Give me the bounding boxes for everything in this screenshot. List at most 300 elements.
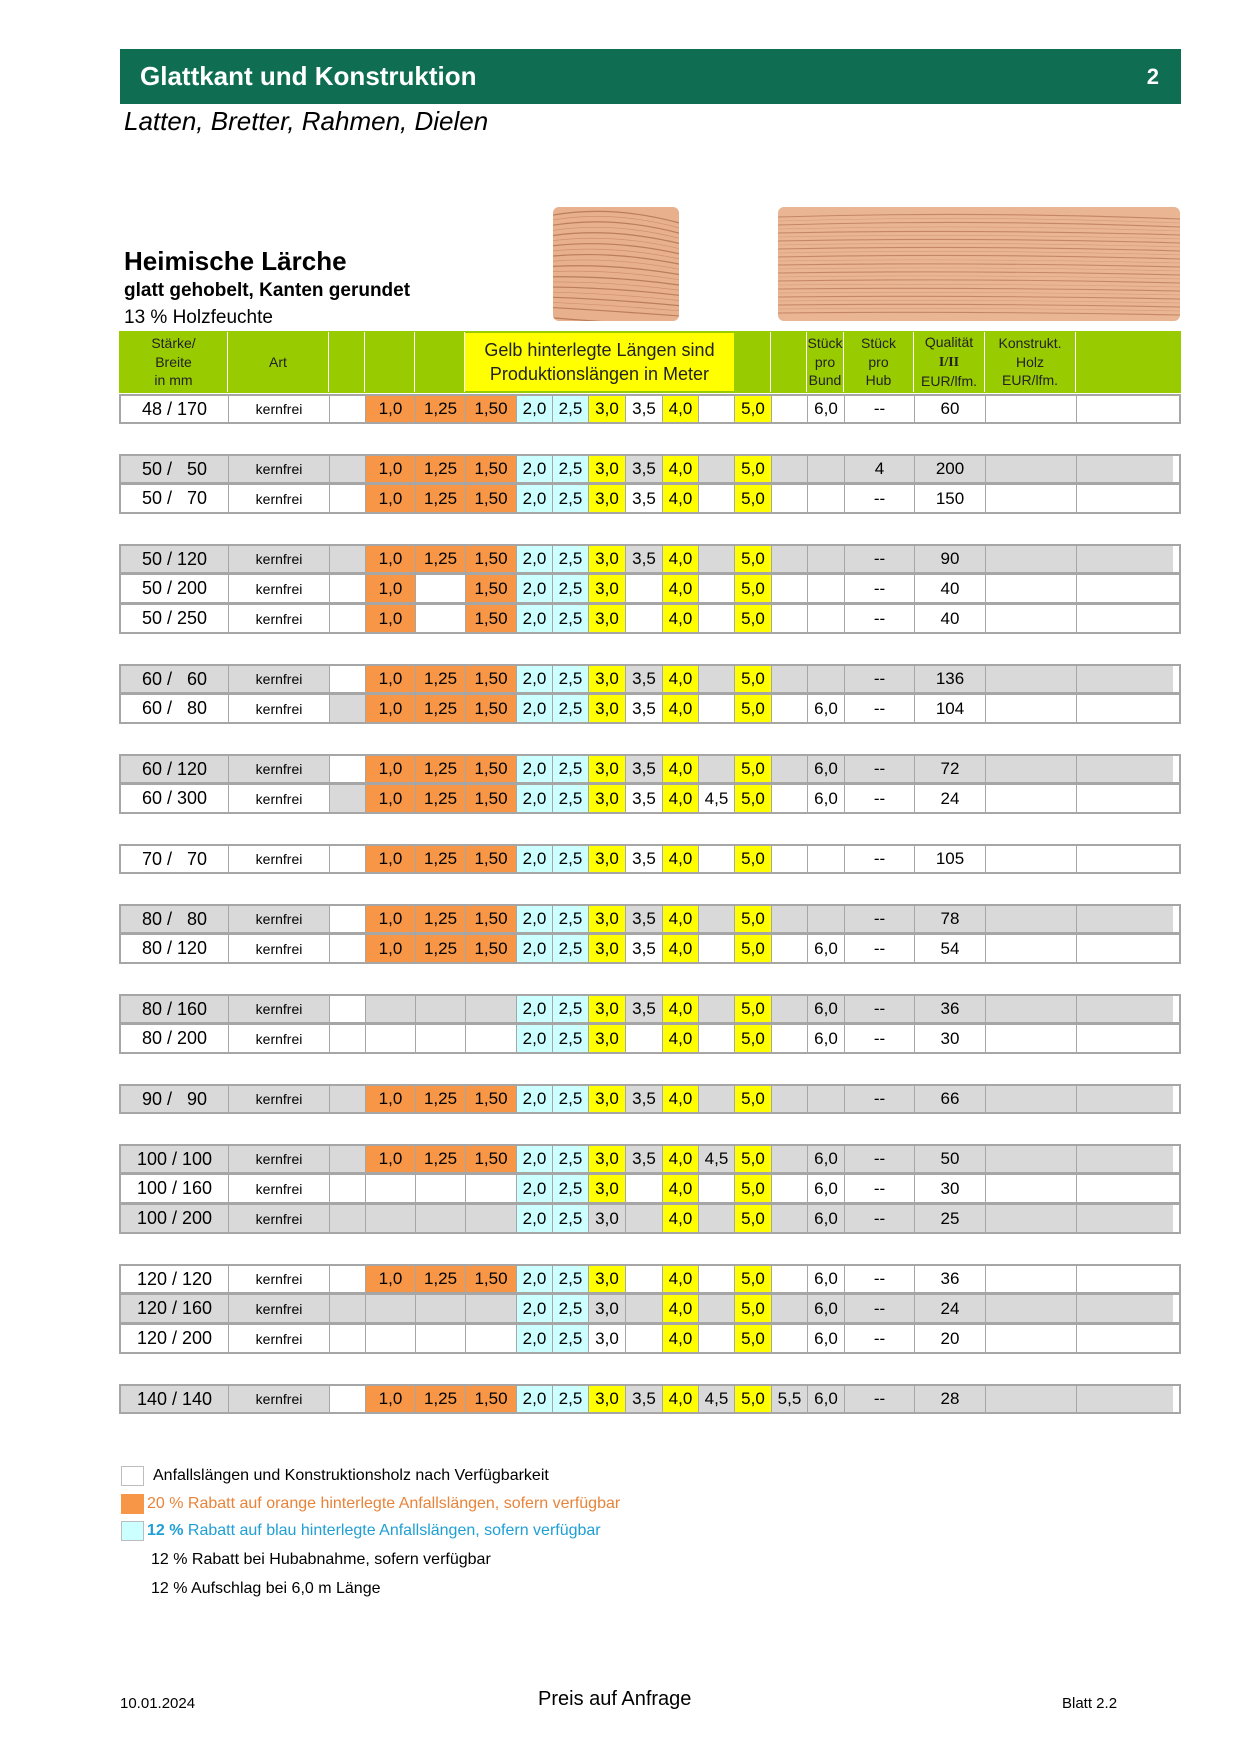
cell-length: 2,5 — [553, 1295, 589, 1322]
legend-swatch-white — [121, 1466, 144, 1486]
cell-length: 6,0 — [808, 996, 845, 1022]
page-title: Glattkant und Konstruktion — [140, 61, 477, 91]
cell-length: 4,0 — [663, 1386, 699, 1412]
cell-pieces-hub: 104 — [915, 695, 986, 722]
cell-construction-price — [1077, 1146, 1173, 1172]
cell-length — [466, 1175, 517, 1202]
cell-length: 4,0 — [663, 456, 699, 482]
cell-length: 6,0 — [808, 785, 845, 812]
cell-length — [416, 605, 466, 632]
cell-art: kernfrei — [229, 906, 330, 932]
cell-length: 2,0 — [517, 756, 553, 782]
cell-length — [626, 575, 663, 602]
cell-length-3-0: 3,0 — [589, 935, 626, 962]
legend-item-orange — [121, 1494, 620, 1514]
cell-length — [699, 1266, 735, 1292]
cell-length: 1,25 — [416, 1266, 466, 1292]
cell-length: 2,0 — [517, 1175, 553, 1202]
table-row — [119, 1324, 1181, 1354]
cell-dimension: 60 / 120 — [121, 756, 229, 782]
cell-length: 5,0 — [735, 785, 772, 812]
cell-length — [699, 1325, 735, 1352]
col-header-blank — [734, 332, 771, 392]
cell-blank — [330, 785, 366, 812]
table-row — [119, 904, 1181, 934]
cell-length: 4,0 — [663, 1205, 699, 1232]
cell-blank — [330, 1266, 366, 1292]
cell-length: 2,5 — [553, 575, 589, 602]
cell-length — [772, 1175, 808, 1202]
cell-length — [416, 1175, 466, 1202]
table-row — [119, 1384, 1181, 1414]
cell-dimension: 48 / 170 — [121, 396, 229, 422]
cell-length: 4,0 — [663, 996, 699, 1022]
cell-length — [699, 666, 735, 692]
cell-length — [699, 1025, 735, 1052]
cell-pieces-bund: -- — [845, 1266, 915, 1292]
cell-length: 2,5 — [553, 906, 589, 932]
cell-length-3-0: 3,0 — [589, 756, 626, 782]
cell-construction-price — [1077, 695, 1173, 722]
cell-length: 4,0 — [663, 785, 699, 812]
cell-length-3-0: 3,0 — [589, 605, 626, 632]
cell-length — [626, 1025, 663, 1052]
cell-quality-price — [986, 906, 1077, 932]
cell-length: 1,0 — [366, 935, 416, 962]
cell-length-3-0: 3,0 — [589, 1386, 626, 1412]
cell-art: kernfrei — [229, 575, 330, 602]
cell-blank — [330, 1025, 366, 1052]
cell-length — [699, 546, 735, 572]
cell-dimension: 60 / 80 — [121, 695, 229, 722]
cell-length-3-0: 3,0 — [589, 575, 626, 602]
cell-length: 1,0 — [366, 906, 416, 932]
cell-length-3-0: 3,0 — [589, 485, 626, 512]
table-row — [119, 994, 1181, 1024]
cell-length: 1,0 — [366, 1266, 416, 1292]
cell-blank — [330, 1086, 366, 1112]
table-row — [119, 1024, 1181, 1054]
cell-length — [772, 935, 808, 962]
cell-quality-price — [986, 695, 1077, 722]
cell-length: 1,25 — [416, 906, 466, 932]
cell-length: 6,0 — [808, 1266, 845, 1292]
cell-length: 2,0 — [517, 605, 553, 632]
cell-quality-price — [986, 666, 1077, 692]
cell-length: 1,0 — [366, 456, 416, 482]
cell-length: 4,0 — [663, 695, 699, 722]
cell-pieces-bund: -- — [845, 575, 915, 602]
cell-pieces-bund: -- — [845, 1086, 915, 1112]
cell-length: 2,0 — [517, 456, 553, 482]
cell-length: 1,0 — [366, 396, 416, 422]
cell-length: 2,0 — [517, 695, 553, 722]
cell-length — [772, 996, 808, 1022]
legend-text: Anfallslängen und Konstruktionsholz nach Verfügbarkeit — [153, 1467, 549, 1484]
cell-length: 2,5 — [553, 756, 589, 782]
cell-length: 1,25 — [416, 935, 466, 962]
cell-length-3-0: 3,0 — [589, 1325, 626, 1352]
cell-pieces-hub: 200 — [915, 456, 986, 482]
cell-length: 4,0 — [663, 485, 699, 512]
cell-length — [699, 1205, 735, 1232]
cell-length: 6,0 — [808, 935, 845, 962]
cell-length: 4,0 — [663, 846, 699, 872]
cell-length: 5,0 — [735, 605, 772, 632]
cell-length: 5,0 — [735, 456, 772, 482]
cell-length: 2,0 — [517, 935, 553, 962]
cell-length — [416, 1325, 466, 1352]
table-row — [119, 1294, 1181, 1324]
cell-art: kernfrei — [229, 1386, 330, 1412]
cell-length: 6,0 — [808, 1205, 845, 1232]
table-row — [119, 574, 1181, 604]
cell-length: 4,0 — [663, 1025, 699, 1052]
cell-pieces-hub: 30 — [915, 1025, 986, 1052]
cell-length — [466, 1325, 517, 1352]
table-row — [119, 664, 1181, 694]
col-header-blank — [329, 332, 365, 392]
cell-quality-price — [986, 846, 1077, 872]
cell-art: kernfrei — [229, 935, 330, 962]
cell-art: kernfrei — [229, 546, 330, 572]
cell-length — [808, 605, 845, 632]
table-row — [119, 394, 1181, 424]
cell-length: 2,5 — [553, 456, 589, 482]
cell-quality-price — [986, 756, 1077, 782]
cell-length: 1,50 — [466, 935, 517, 962]
cell-construction-price — [1077, 906, 1173, 932]
cell-length — [772, 1205, 808, 1232]
cell-length: 1,25 — [416, 785, 466, 812]
cell-length — [416, 1205, 466, 1232]
cell-length — [466, 1025, 517, 1052]
cell-pieces-bund: -- — [845, 1295, 915, 1322]
col-header-quality: Qualität I/II EUR/lfm. — [914, 332, 985, 392]
cell-construction-price — [1077, 1295, 1173, 1322]
cell-length: 2,5 — [553, 695, 589, 722]
cell-length — [699, 1175, 735, 1202]
cell-length: 1,25 — [416, 666, 466, 692]
cell-length: 1,0 — [366, 485, 416, 512]
cell-dimension: 50 / 250 — [121, 605, 229, 632]
cell-length: 5,0 — [735, 575, 772, 602]
cell-length: 4,0 — [663, 1295, 699, 1322]
cell-quality-price — [986, 996, 1077, 1022]
table-row — [119, 844, 1181, 874]
cell-pieces-hub: 20 — [915, 1325, 986, 1352]
cell-length — [366, 1025, 416, 1052]
cell-length: 1,25 — [416, 846, 466, 872]
cell-length: 1,0 — [366, 546, 416, 572]
cell-length — [772, 1146, 808, 1172]
cell-pieces-hub: 28 — [915, 1386, 986, 1412]
cell-quality-price — [986, 935, 1077, 962]
table-row — [119, 484, 1181, 514]
cell-length: 1,25 — [416, 456, 466, 482]
cell-length: 1,25 — [416, 756, 466, 782]
cell-pieces-bund: -- — [845, 1205, 915, 1232]
cell-pieces-hub: 90 — [915, 546, 986, 572]
cell-construction-price — [1077, 605, 1173, 632]
cell-length: 2,5 — [553, 396, 589, 422]
cell-length: 1,50 — [466, 695, 517, 722]
cell-length — [772, 1266, 808, 1292]
cell-length: 2,0 — [517, 666, 553, 692]
wood-board-image — [778, 207, 1180, 321]
cell-length — [416, 1295, 466, 1322]
cell-length: 2,5 — [553, 1205, 589, 1232]
cell-length: 4,0 — [663, 1325, 699, 1352]
cell-art: kernfrei — [229, 666, 330, 692]
cell-length: 2,5 — [553, 1086, 589, 1112]
cell-blank — [330, 666, 366, 692]
cell-length — [699, 756, 735, 782]
cell-length-3-0: 3,0 — [589, 906, 626, 932]
cell-length: 4,0 — [663, 575, 699, 602]
cell-construction-price — [1077, 1205, 1173, 1232]
cell-length: 4,0 — [663, 666, 699, 692]
cell-length — [699, 575, 735, 602]
table-row — [119, 544, 1181, 574]
cell-length — [808, 546, 845, 572]
legend-swatch-blue — [121, 1521, 144, 1541]
cell-length: 1,0 — [366, 1086, 416, 1112]
cell-dimension: 60 / 60 — [121, 666, 229, 692]
cell-pieces-hub: 105 — [915, 846, 986, 872]
cell-length — [466, 996, 517, 1022]
cell-construction-price — [1077, 785, 1173, 812]
cell-blank — [330, 605, 366, 632]
cell-length: 1,50 — [466, 785, 517, 812]
cell-dimension: 90 / 90 — [121, 1086, 229, 1112]
cell-pieces-bund: -- — [845, 756, 915, 782]
cell-length — [808, 456, 845, 482]
cell-pieces-bund: 4 — [845, 456, 915, 482]
cell-pieces-hub: 36 — [915, 996, 986, 1022]
cell-length — [626, 605, 663, 632]
cell-length: 1,50 — [466, 546, 517, 572]
cell-length — [366, 1205, 416, 1232]
cell-length: 2,0 — [517, 1266, 553, 1292]
cell-pieces-hub: 150 — [915, 485, 986, 512]
cell-construction-price — [1077, 1025, 1173, 1052]
table-row — [119, 1204, 1181, 1234]
cell-length: 1,25 — [416, 1386, 466, 1412]
cell-length — [699, 846, 735, 872]
cell-length — [626, 1295, 663, 1322]
cell-pieces-hub: 66 — [915, 1086, 986, 1112]
cell-art: kernfrei — [229, 1295, 330, 1322]
footer-date: 10.01.2024 — [120, 1695, 196, 1712]
cell-length: 2,0 — [517, 996, 553, 1022]
cell-length — [699, 935, 735, 962]
title-bar — [120, 49, 1181, 104]
col-header-blank — [771, 332, 807, 392]
cell-construction-price — [1077, 456, 1173, 482]
table-row — [119, 1084, 1181, 1114]
cell-length — [626, 1266, 663, 1292]
cell-length: 2,5 — [553, 846, 589, 872]
cell-art: kernfrei — [229, 1025, 330, 1052]
cell-length: 2,5 — [553, 1386, 589, 1412]
cell-art: kernfrei — [229, 485, 330, 512]
cell-length-3-0: 3,0 — [589, 1266, 626, 1292]
page-number: 2 — [1146, 63, 1159, 89]
cell-length: 3,5 — [626, 756, 663, 782]
cell-pieces-bund: -- — [845, 605, 915, 632]
cell-length: 2,0 — [517, 1205, 553, 1232]
cell-dimension: 140 / 140 — [121, 1386, 229, 1412]
cell-length — [772, 846, 808, 872]
cell-length: 4,0 — [663, 396, 699, 422]
cell-length: 2,0 — [517, 575, 553, 602]
cell-art: kernfrei — [229, 1325, 330, 1352]
cell-length — [699, 1086, 735, 1112]
cell-length: 6,0 — [808, 695, 845, 722]
cell-length: 5,0 — [735, 1266, 772, 1292]
cell-quality-price — [986, 1325, 1077, 1352]
cell-length: 3,5 — [626, 1146, 663, 1172]
cell-dimension: 80 / 160 — [121, 996, 229, 1022]
cell-pieces-hub: 40 — [915, 575, 986, 602]
col-header-blank — [365, 332, 415, 392]
cell-pieces-bund: -- — [845, 695, 915, 722]
cell-length: 4,5 — [699, 1146, 735, 1172]
cell-construction-price — [1077, 1386, 1173, 1412]
cell-length: 1,0 — [366, 756, 416, 782]
cell-length — [699, 695, 735, 722]
cell-art: kernfrei — [229, 396, 330, 422]
cell-pieces-bund: -- — [845, 906, 915, 932]
cell-length: 4,0 — [663, 1266, 699, 1292]
cell-pieces-hub: 78 — [915, 906, 986, 932]
cell-quality-price — [986, 1175, 1077, 1202]
product-moisture: 13 % Holzfeuchte — [124, 307, 273, 328]
cell-blank — [330, 396, 366, 422]
cell-length: 2,0 — [517, 1146, 553, 1172]
cell-length: 5,0 — [735, 1205, 772, 1232]
cell-construction-price — [1077, 935, 1173, 962]
cell-pieces-hub: 60 — [915, 396, 986, 422]
cell-length: 1,25 — [416, 695, 466, 722]
cell-length: 1,50 — [466, 756, 517, 782]
cell-dimension: 50 / 120 — [121, 546, 229, 572]
cell-length: 4,5 — [699, 1386, 735, 1412]
cell-length: 1,25 — [416, 1146, 466, 1172]
cell-length: 1,25 — [416, 485, 466, 512]
cell-length-3-0: 3,0 — [589, 396, 626, 422]
cell-length: 2,0 — [517, 1025, 553, 1052]
cell-pieces-bund: -- — [845, 1386, 915, 1412]
cell-length: 3,5 — [626, 906, 663, 932]
cell-pieces-hub: 136 — [915, 666, 986, 692]
cell-pieces-bund: -- — [845, 1025, 915, 1052]
cell-blank — [330, 906, 366, 932]
legend-text: 20 % Rabatt auf orange hinterlegte Anfallslängen, sofern verfügbar — [147, 1495, 621, 1512]
cell-construction-price — [1077, 666, 1173, 692]
cell-blank — [330, 756, 366, 782]
cell-length: 5,0 — [735, 1146, 772, 1172]
cell-length: 4,0 — [663, 546, 699, 572]
cell-blank — [330, 1295, 366, 1322]
cell-length: 3,5 — [626, 1086, 663, 1112]
cell-quality-price — [986, 396, 1077, 422]
cell-length: 1,50 — [466, 605, 517, 632]
cell-length: 1,50 — [466, 846, 517, 872]
cell-construction-price — [1077, 1325, 1173, 1352]
cell-art: kernfrei — [229, 695, 330, 722]
cell-dimension: 70 / 70 — [121, 846, 229, 872]
cell-length — [772, 1295, 808, 1322]
cell-pieces-bund: -- — [845, 996, 915, 1022]
cell-length-3-0: 3,0 — [589, 546, 626, 572]
cell-pieces-hub: 36 — [915, 1266, 986, 1292]
cell-pieces-bund: -- — [845, 1175, 915, 1202]
cell-length: 2,5 — [553, 1266, 589, 1292]
cell-quality-price — [986, 485, 1077, 512]
cell-length-3-0: 3,0 — [589, 666, 626, 692]
cell-pieces-hub: 72 — [915, 756, 986, 782]
cell-length: 1,50 — [466, 485, 517, 512]
cell-blank — [330, 575, 366, 602]
cell-dimension: 100 / 200 — [121, 1205, 229, 1232]
cell-art: kernfrei — [229, 456, 330, 482]
cell-length: 2,0 — [517, 396, 553, 422]
cell-construction-price — [1077, 485, 1173, 512]
cell-length — [772, 785, 808, 812]
cell-construction-price — [1077, 396, 1173, 422]
cell-length: 3,5 — [626, 1386, 663, 1412]
wood-endgrain-image — [553, 207, 679, 321]
cell-length: 2,5 — [553, 996, 589, 1022]
col-header-blank — [415, 332, 465, 392]
cell-length: 2,5 — [553, 1175, 589, 1202]
cell-length: 4,0 — [663, 605, 699, 632]
cell-length: 1,50 — [466, 1086, 517, 1112]
cell-length: 5,0 — [735, 1295, 772, 1322]
cell-length — [772, 605, 808, 632]
cell-art: kernfrei — [229, 1266, 330, 1292]
cell-length — [772, 546, 808, 572]
cell-art: kernfrei — [229, 996, 330, 1022]
cell-construction-price — [1077, 1175, 1173, 1202]
cell-quality-price — [986, 1295, 1077, 1322]
cell-construction-price — [1077, 846, 1173, 872]
footer-price-note: Preis auf Anfrage — [538, 1688, 692, 1710]
cell-length — [808, 575, 845, 602]
cell-length: 1,50 — [466, 456, 517, 482]
cell-length: 6,0 — [808, 1025, 845, 1052]
cell-length: 3,5 — [626, 396, 663, 422]
cell-length: 2,5 — [553, 605, 589, 632]
cell-length: 5,5 — [772, 1386, 808, 1412]
cell-art: kernfrei — [229, 1086, 330, 1112]
cell-length: 4,0 — [663, 935, 699, 962]
cell-dimension: 120 / 200 — [121, 1325, 229, 1352]
col-header-dimension: Stärke/ Breite in mm — [120, 332, 228, 392]
cell-length: 5,0 — [735, 485, 772, 512]
cell-length: 4,5 — [699, 785, 735, 812]
cell-length: 2,5 — [553, 785, 589, 812]
cell-art: kernfrei — [229, 1146, 330, 1172]
cell-length: 3,5 — [626, 846, 663, 872]
cell-length: 4,0 — [663, 1146, 699, 1172]
cell-length — [699, 456, 735, 482]
cell-length: 1,0 — [366, 695, 416, 722]
table-row — [119, 1174, 1181, 1204]
cell-length: 5,0 — [735, 1175, 772, 1202]
